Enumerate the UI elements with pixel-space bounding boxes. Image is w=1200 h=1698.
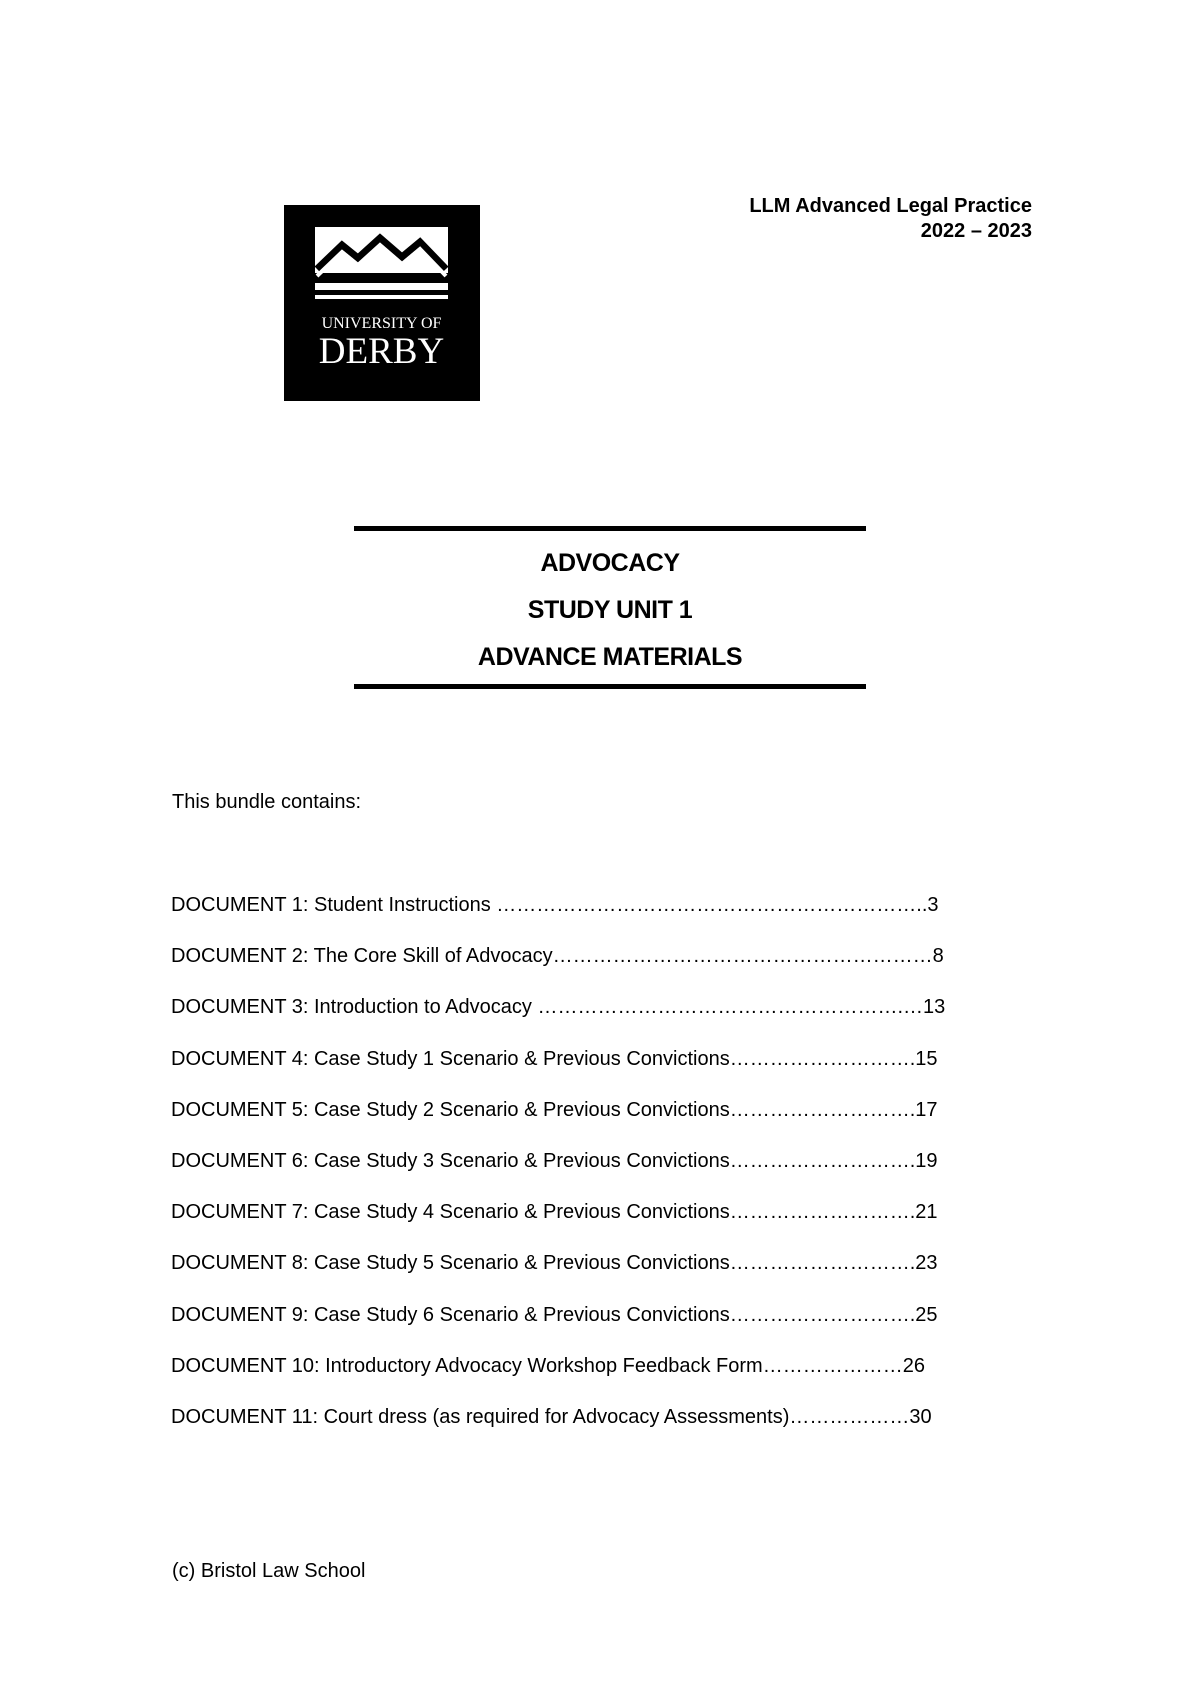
academic-year: 2022 – 2023	[920, 220, 1032, 242]
title-line-2: STUDY UNIT 1	[527, 596, 693, 624]
toc-item: DOCUMENT 3: Introduction to Advocacy ……………………………………………….…13	[171, 996, 946, 1019]
table-of-contents	[171, 892, 991, 1455]
university-logo	[284, 205, 480, 401]
toc-item: DOCUMENT 11: Court dress (as required for Advocacy Assessments)………………30	[171, 1405, 932, 1428]
toc-item: DOCUMENT 9: Case Study 6 Scenario & Previous Convictions……………………….25	[171, 1303, 938, 1326]
title-line-1: ADVOCACY	[540, 549, 680, 577]
course-title: LLM Advanced Legal Practice	[749, 195, 1032, 217]
toc-item: DOCUMENT 5: Case Study 2 Scenario & Previous Convictions……………………….17	[171, 1098, 938, 1121]
toc-item: DOCUMENT 10: Introductory Advocacy Workshop Feedback Form…………………26	[171, 1354, 925, 1377]
copyright-footer: (c) Bristol Law School	[172, 1560, 366, 1582]
title-line-3: ADVANCE MATERIALS	[477, 643, 743, 671]
header-block	[749, 194, 1032, 244]
bundle-intro: This bundle contains:	[172, 791, 362, 813]
toc-item: DOCUMENT 2: The Core Skill of Advocacy…………………………………………………8	[171, 945, 944, 968]
toc-item: DOCUMENT 7: Case Study 4 Scenario & Previous Convictions……………………….21	[171, 1201, 938, 1224]
toc-item: DOCUMENT 8: Case Study 5 Scenario & Previous Convictions……………………….23	[171, 1252, 938, 1275]
toc-item: DOCUMENT 4: Case Study 1 Scenario & Previous Convictions……………………….15	[171, 1047, 938, 1070]
logo-line2: DERBY	[318, 331, 445, 372]
toc-item: DOCUMENT 6: Case Study 3 Scenario & Previous Convictions……………………….19	[171, 1149, 938, 1172]
logo-line1: UNIVERSITY OF	[321, 315, 442, 332]
toc-item: DOCUMENT 1: Student Instructions ………………………………………………………..3	[171, 894, 939, 916]
title-rule-bottom	[354, 684, 866, 689]
mountains-icon	[284, 205, 480, 401]
title-block	[354, 546, 866, 687]
title-rule-top	[354, 526, 866, 531]
